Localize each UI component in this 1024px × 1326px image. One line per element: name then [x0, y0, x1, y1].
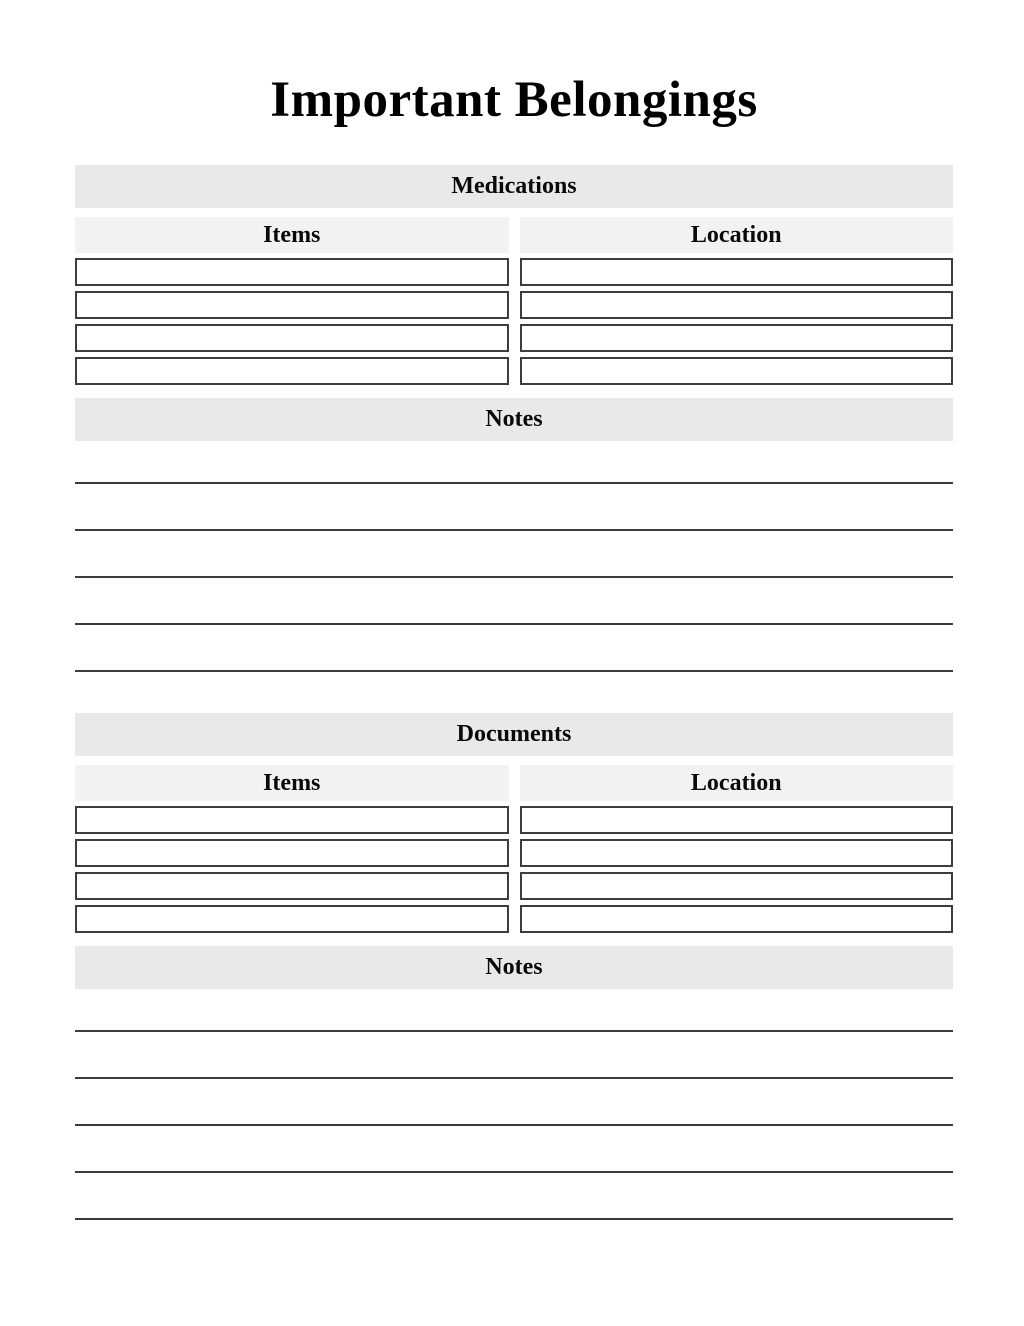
page-title: Important Belongings — [270, 72, 758, 128]
section-medications — [75, 165, 953, 672]
medications-item-input-3[interactable] — [75, 324, 509, 352]
documents-section-header: Documents — [75, 713, 953, 756]
medications-items-column-header: Items — [75, 217, 509, 253]
medications-section-header: Medications — [75, 165, 953, 208]
note-line — [75, 484, 953, 531]
note-line — [75, 989, 953, 1032]
medications-item-input-2[interactable] — [75, 291, 509, 319]
documents-notes-header: Notes — [75, 946, 953, 989]
medications-notes-header: Notes — [75, 398, 953, 441]
documents-item-input-2[interactable] — [75, 839, 509, 867]
medications-location-input-3[interactable] — [520, 324, 954, 352]
note-line — [75, 1032, 953, 1079]
documents-notes-area — [75, 989, 953, 1220]
note-line — [75, 1173, 953, 1220]
documents-items-column-header: Items — [75, 765, 509, 801]
documents-item-input-1[interactable] — [75, 806, 509, 834]
documents-location-input-2[interactable] — [520, 839, 954, 867]
note-line — [75, 625, 953, 672]
note-line — [75, 1126, 953, 1173]
section-documents — [75, 713, 953, 1220]
medications-table — [75, 217, 953, 385]
documents-location-input-1[interactable] — [520, 806, 954, 834]
medications-location-input-1[interactable] — [520, 258, 954, 286]
medications-item-input-1[interactable] — [75, 258, 509, 286]
documents-location-input-3[interactable] — [520, 872, 954, 900]
documents-item-input-4[interactable] — [75, 905, 509, 933]
note-line — [75, 531, 953, 578]
medications-location-column — [520, 217, 954, 385]
documents-items-column — [75, 765, 509, 933]
documents-location-column — [520, 765, 954, 933]
medications-items-column — [75, 217, 509, 385]
medications-item-input-4[interactable] — [75, 357, 509, 385]
note-line — [75, 441, 953, 484]
documents-item-input-3[interactable] — [75, 872, 509, 900]
note-line — [75, 1079, 953, 1126]
medications-location-input-2[interactable] — [520, 291, 954, 319]
documents-location-column-header: Location — [520, 765, 954, 801]
note-line — [75, 578, 953, 625]
medications-notes-area — [75, 441, 953, 672]
documents-location-input-4[interactable] — [520, 905, 954, 933]
medications-location-column-header: Location — [520, 217, 954, 253]
medications-location-input-4[interactable] — [520, 357, 954, 385]
documents-table — [75, 765, 953, 933]
